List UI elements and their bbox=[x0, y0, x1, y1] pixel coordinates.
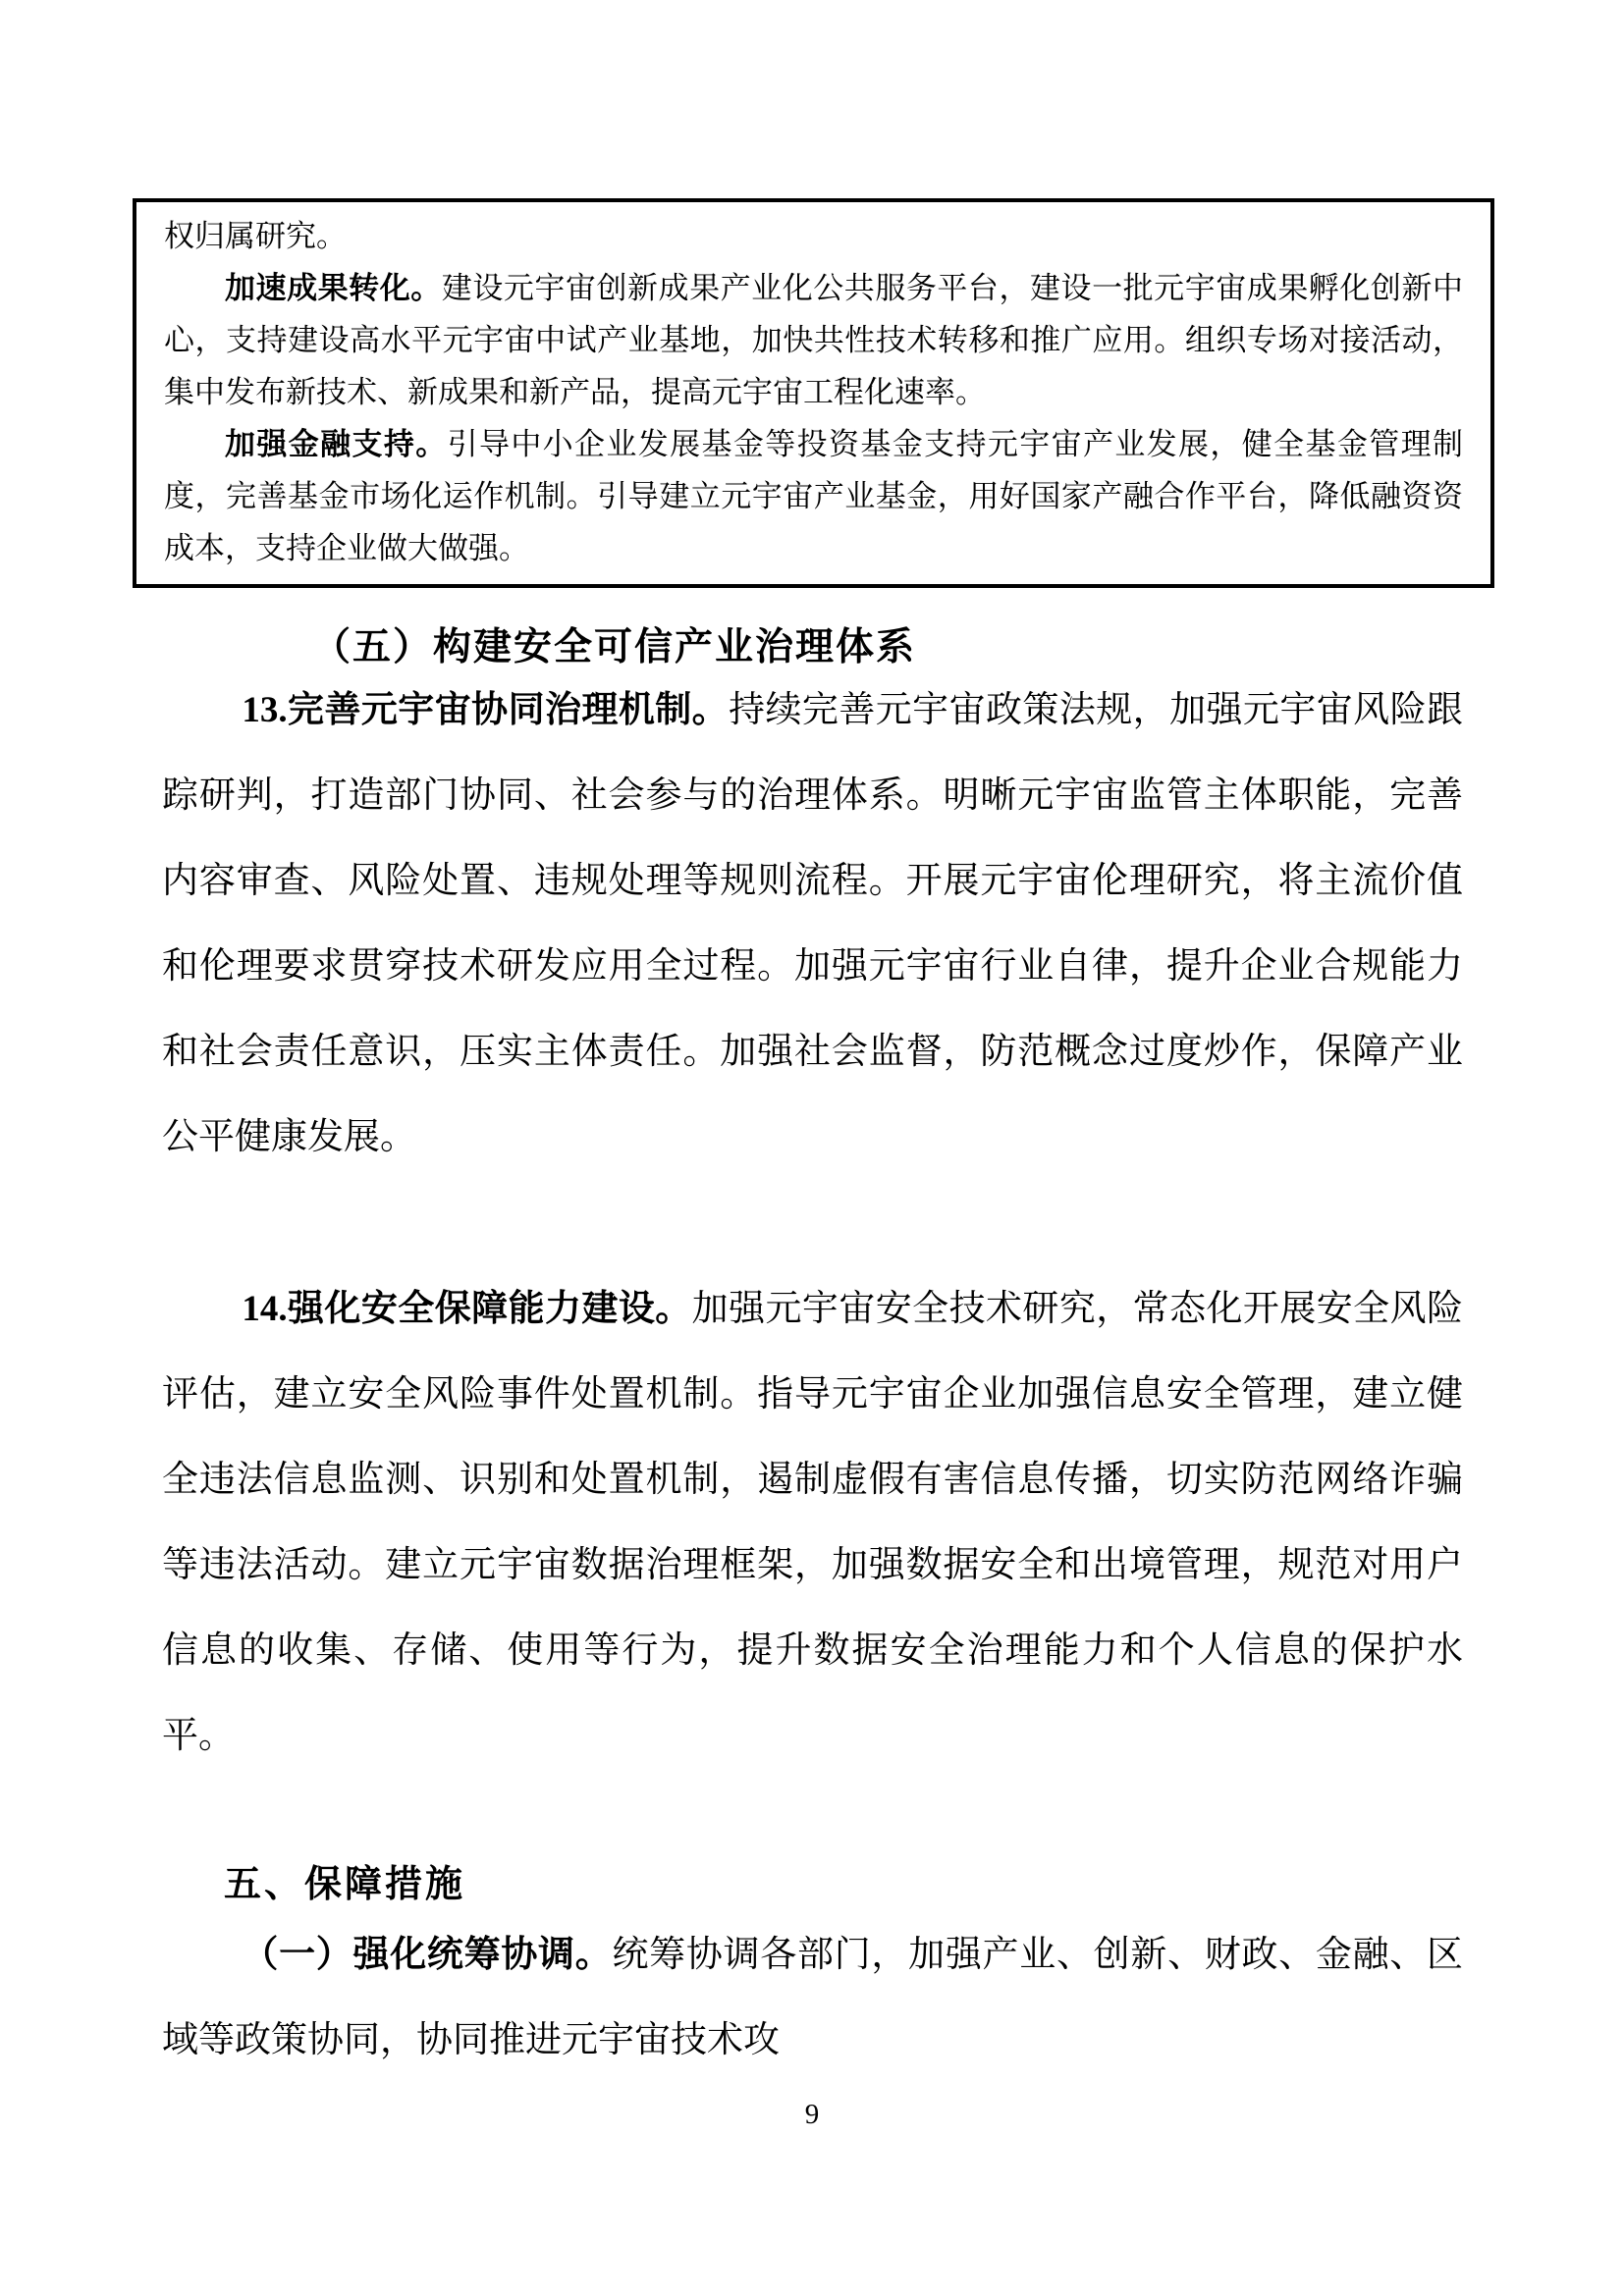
box-paragraph-lead: 加速成果转化。 bbox=[225, 271, 442, 305]
box-paragraph-continuation bbox=[164, 210, 1463, 262]
box-paragraph-text: 权归属研究。 bbox=[164, 219, 347, 253]
paragraph-13-lead: 13.完善元宇宙协同治理机制。 bbox=[242, 690, 730, 730]
paragraph-14 bbox=[162, 1266, 1463, 1779]
section-heading-5: （五）构建安全可信产业治理体系 bbox=[312, 626, 917, 668]
page-number: 9 bbox=[804, 2099, 820, 2130]
paragraph-14-text: 加强元宇宙安全技术研究，常态化开展安全风险评估，建立安全风险事件处置机制。指导元宇宙企业加强信息安全管理，建立健全违法信息监测、识别和处置机制，遏制虚假有害信息传播，切实防范网络诈骗等违法活动。建立元宇宙数据治理框架，加强数据安全和出境管理，规范对用户信息的收集、存储、使用等行为，提升数据安全治理能力和个人信息的保护水平。 bbox=[162, 1289, 1464, 1756]
box-paragraph-text: 引导中小企业发展基金等投资基金支持元宇宙产业发展，健全基金管理制度，完善基金市场化运作机制。引导建立元宇宙产业基金，用好国家产融合作平台，降低融资资成本，支持企业做大做强。 bbox=[164, 427, 1463, 565]
chapter-heading-5: 五、保障措施 bbox=[224, 1864, 466, 1905]
paragraph-13 bbox=[162, 667, 1463, 1180]
box-paragraph-lead: 加强金融支持。 bbox=[225, 427, 448, 461]
callout-box bbox=[133, 198, 1494, 588]
paragraph-a1-text: 统筹协调各部门，加强产业、创新、财政、金融、区域等政策协同，协同推进元宇宙技术攻 bbox=[162, 1935, 1464, 2060]
paragraph-14-lead: 14.强化安全保障能力建设。 bbox=[242, 1289, 692, 1329]
paragraph-a1 bbox=[162, 1912, 1463, 2083]
paragraph-13-text: 持续完善元宇宙政策法规，加强元宇宙风险跟踪研判，打造部门协同、社会参与的治理体系。明晰元宇宙监管主体职能，完善内容审查、风险处置、违规处理等规则流程。开展元宇宙伦理研究，将主流价值和伦理要求贯穿技术研发应用全过程。加强元宇宙行业自律，提升企业合规能力和社会责任意识，压实主体责任。加强社会监督，防范概念过度炒作，保障产业公平健康发展。 bbox=[162, 690, 1464, 1157]
box-paragraph-text: 建设元宇宙创新成果产业化公共服务平台，建设一批元宇宙成果孵化创新中心，支持建设高水平元宇宙中试产业基地，加快共性技术转移和推广应用。组织专场对接活动，集中发布新技术、新成果和新产品，提高元宇宙工程化速率。 bbox=[164, 271, 1464, 409]
box-paragraph-results bbox=[164, 262, 1463, 418]
paragraph-a1-lead: （一）强化统筹协调。 bbox=[242, 1935, 613, 1975]
box-paragraph-finance bbox=[164, 418, 1463, 574]
